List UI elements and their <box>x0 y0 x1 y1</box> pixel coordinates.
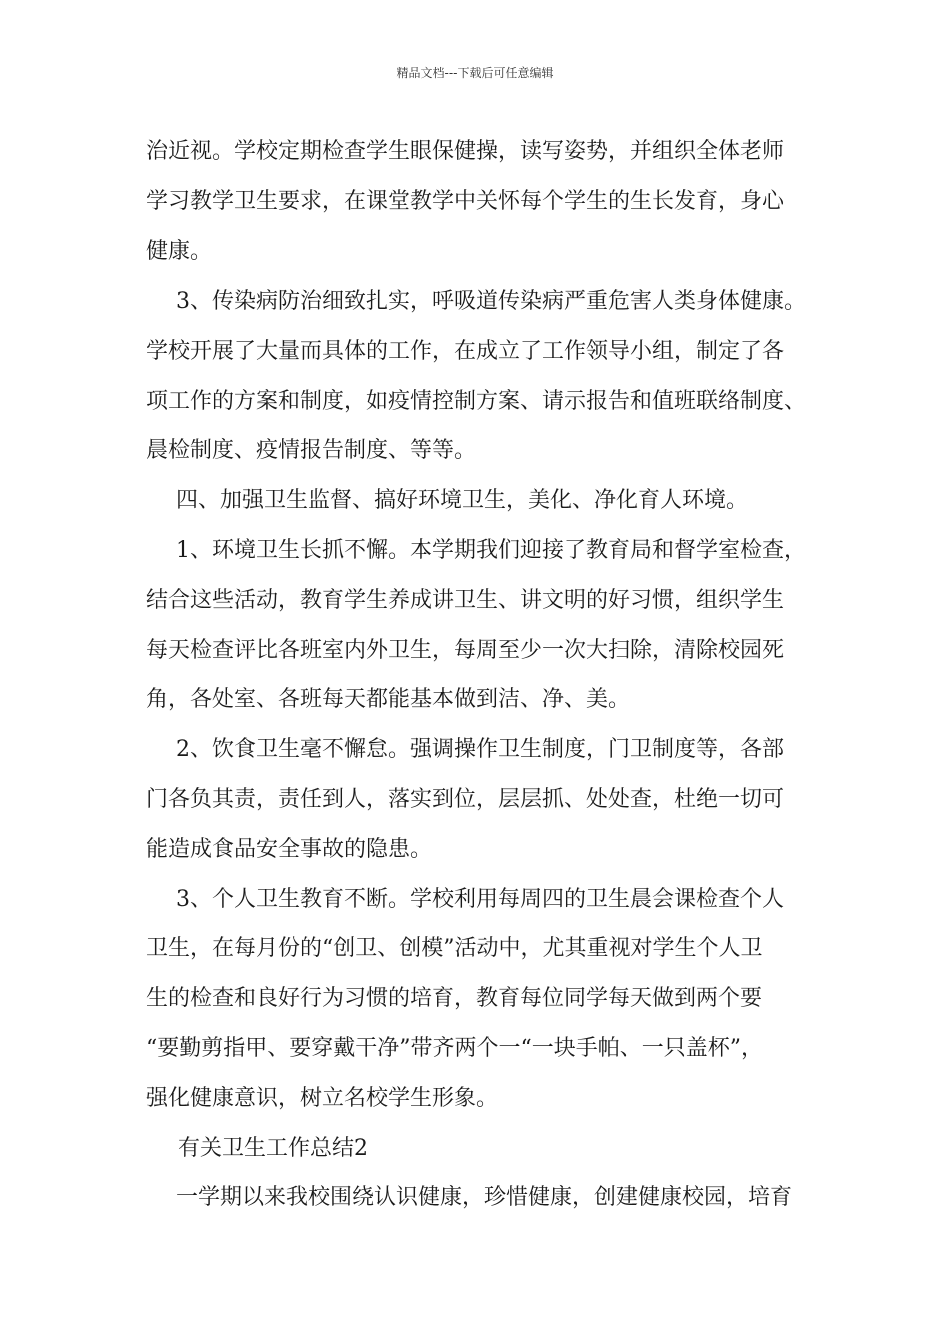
text-line: 门各负其责，责任到人，落实到位，层层抓、处处查，杜绝一切可 <box>146 787 785 812</box>
text-line: 角，各处室、各班每天都能基本做到洁、净、美。 <box>146 687 631 712</box>
text-line: 晨检制度、疫情报告制度、等等。 <box>146 438 477 463</box>
text-line: “要勤剪指甲、要穿戴干净”带齐两个一“一块手帕、一只盖杯”， <box>146 1036 763 1061</box>
text-line: 学习教学卫生要求，在课堂教学中关怀每个学生的生长发育，身心 <box>146 189 785 214</box>
text-line: 每天检查评比各班室内外卫生，每周至少一次大扫除，清除校园死 <box>146 638 785 663</box>
text-line: 生的检查和良好行为习惯的培育，教育每位同学每天做到两个要 <box>146 986 763 1011</box>
text-line: 卫生，在每月份的“创卫、创模”活动中，尤其重视对学生个人卫 <box>146 936 763 961</box>
text-line: 2、饮食卫生毫不懈怠。强调操作卫生制度，门卫制度等，各部 <box>176 737 784 762</box>
text-line: 能造成食品安全事故的隐患。 <box>146 837 433 862</box>
text-line: 学校开展了大量而具体的工作，在成立了工作领导小组，制定了各 <box>146 339 785 364</box>
text-line: 结合这些活动，教育学生养成讲卫生、讲文明的好习惯，组织学生 <box>146 588 785 613</box>
text-line: 强化健康意识，树立名校学生形象。 <box>146 1086 499 1111</box>
text-line: 3、个人卫生教育不断。学校利用每周四的卫生晨会课检查个人 <box>176 887 784 912</box>
text-line: 治近视。学校定期检查学生眼保健操，读写姿势，并组织全体老师 <box>146 139 785 164</box>
section-title: 有关卫生工作总结2 <box>178 1136 368 1161</box>
text-line: 项工作的方案和制度，如疫情控制方案、请示报告和值班联络制度、 <box>146 389 807 414</box>
text-line: 3、传染病防治细致扎实，呼吸道传染病严重危害人类身体健康。 <box>176 289 806 314</box>
section-heading: 四、加强卫生监督、搞好环境卫生，美化、净化育人环境。 <box>176 488 749 513</box>
text-line: 1、环境卫生长抓不懈。本学期我们迎接了教育局和督学室检查， <box>176 538 806 563</box>
text-line: 健康。 <box>146 239 213 264</box>
text-line: 一学期以来我校围绕认识健康，珍惜健康，创建健康校园，培育 <box>176 1185 793 1210</box>
page-header: 精品文档---下载后可任意编辑 <box>396 66 554 80</box>
